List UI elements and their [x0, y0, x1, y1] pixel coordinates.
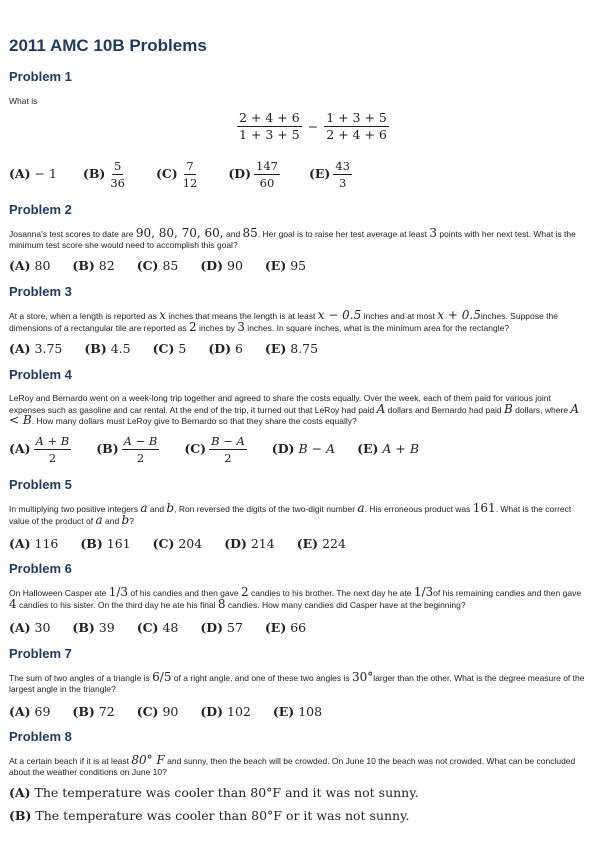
fraction: [333, 160, 352, 189]
p7-choices-4-value: 108: [298, 704, 323, 719]
fraction: [209, 435, 247, 464]
p6-text-d: of his remaining candies and then gave: [433, 588, 582, 598]
expr-fraction-2-num: 1 + 3 + 5: [326, 110, 387, 125]
p2-choices-2-label: (C): [136, 258, 159, 273]
problem-2-heading: Problem 2: [9, 202, 72, 217]
problem-4-choices: [9, 435, 437, 464]
choice-c: [137, 620, 179, 635]
p6-choices-0-value: 30: [34, 620, 51, 635]
p3-choices-1-label: (B): [84, 341, 107, 356]
problem-5-statement: [9, 503, 587, 526]
p6-text-e: candies to his sister. On the third day he ate his final: [16, 599, 218, 610]
p6-choices-3-value: 57: [227, 620, 243, 635]
p7-choices-4-label: (E): [272, 704, 295, 719]
p7-choices-1-label: (B): [72, 704, 95, 719]
p3-text-b: inches that means the length is at least: [166, 311, 318, 321]
choice-num: 7: [186, 159, 194, 173]
p4-choices-1-den: 2: [136, 451, 145, 465]
choice-b: [72, 258, 114, 273]
fraction: [108, 160, 127, 189]
p5-math-b: b: [166, 501, 175, 515]
choice-a: [9, 166, 57, 181]
fraction: [181, 160, 200, 189]
choice-label: (B): [82, 166, 106, 181]
p5-text-b: and: [147, 504, 167, 514]
p3-math-d: 2: [189, 319, 197, 334]
p3-choices-4-value: 8.75: [290, 341, 319, 356]
p6-choices-3-label: (D): [200, 620, 224, 635]
p5-choices-2-label: (C): [152, 536, 175, 551]
p2-math-a: 90, 80, 70, 60,: [135, 226, 224, 240]
p6-text-b: of his candies and then gave: [128, 588, 241, 598]
choice-d: [228, 160, 283, 189]
p2-choices-4-value: 95: [290, 258, 307, 273]
p4-text-d: . How many dollars must LeRoy give to Bernardo so that they share the costs equally?: [31, 416, 357, 426]
choice-a: [9, 536, 58, 551]
p3-text-a: At a store, when a length is reported as: [9, 311, 160, 321]
expr-fraction-2-den: 2 + 4 + 6: [326, 127, 387, 142]
p4-choices-2-num: B − A: [211, 434, 245, 448]
p5-choices-3-label: (D): [224, 536, 247, 551]
p2-choices-2-value: 85: [162, 258, 179, 273]
p8-choices-1-value: The temperature was cooler than 80°F or it was not sunny.: [35, 808, 410, 823]
p4-choices-3-value: B − A: [298, 441, 336, 456]
p8-math-a: 80° F: [131, 753, 165, 767]
p7-choices-3-label: (D): [200, 704, 224, 719]
choice-label: (E): [308, 166, 331, 181]
problem-1-expression: [234, 112, 392, 141]
problem-3-heading: Problem 3: [9, 284, 72, 299]
choice-den: 3: [338, 176, 347, 190]
p2-text-b: and: [223, 229, 243, 239]
p4-choices-2-label: (C): [184, 441, 207, 456]
choice-a: [9, 704, 50, 719]
p3-text-e: inches by: [196, 322, 238, 333]
choice-den: 36: [110, 176, 125, 190]
p6-text-c: candies to his brother. The next day he ate: [248, 588, 414, 598]
choice-e: [309, 160, 355, 189]
choice-label: (C): [155, 166, 178, 181]
p2-choices-3-value: 90: [227, 258, 243, 273]
p4-math-c: A < B: [9, 401, 580, 427]
problem-5-choices: [9, 536, 364, 551]
p4-choices-3-label: (D): [271, 441, 295, 456]
p5-text-d: . His erroneous product was: [364, 504, 473, 514]
choice-e: [265, 258, 306, 273]
p2-choices-4-label: (E): [264, 258, 287, 273]
p3-math-e: 3: [237, 319, 245, 334]
p6-choices-2-label: (C): [136, 620, 159, 635]
choice-den: 60: [259, 176, 275, 190]
p4-choices-0-label: (A): [9, 441, 31, 456]
p3-choices-3-value: 6: [234, 341, 243, 356]
p8-text-a: At a certain beach if it is at least: [9, 756, 132, 766]
p8-choices-0-label: (A): [9, 785, 31, 800]
p5-choices-3-value: 214: [250, 536, 275, 551]
expr-fraction-2: [324, 112, 389, 141]
p6-choices-1-label: (B): [72, 620, 95, 635]
p4-choices-0-num: A + B: [35, 434, 70, 448]
p3-choices-0-label: (A): [9, 341, 31, 356]
p3-choices-1-value: 4.5: [110, 341, 131, 356]
choice-b: [72, 704, 114, 719]
choice-d: [200, 620, 243, 635]
p4-choices-0-den: 2: [48, 451, 57, 465]
p3-math-c: x + 0.5: [437, 308, 481, 322]
p5-text-c: , Ron reversed the digits of the two-digit number: [174, 504, 358, 514]
p5-math-c: a: [357, 501, 365, 515]
p4-text-a: LeRoy and Bernardo went on a week-long trip together and agreed to share the costs equally. Over the week, each of them paid for various joint expenses such as gasoline and car rental. At the end of the trip, it turned out that LeRoy had paid: [9, 393, 551, 415]
choice-b: [72, 620, 114, 635]
choice-value: − 1: [34, 166, 57, 181]
p7-text-a: The sum of two angles of a triangle is: [9, 673, 153, 683]
choice-d: [224, 536, 275, 551]
p5-math-e: a: [95, 512, 103, 527]
p2-choices-1-value: 82: [98, 258, 115, 273]
p7-choices-0-value: 69: [34, 704, 51, 719]
p7-choices-2-value: 90: [162, 704, 179, 719]
problem-6-choices: [9, 620, 324, 635]
p7-choices-3-value: 102: [227, 704, 251, 719]
p2-choices-0-label: (A): [9, 258, 31, 273]
p6-choices-2-value: 48: [162, 620, 179, 635]
p3-choices-2-value: 5: [178, 341, 187, 356]
p3-choices-0-value: 3.75: [34, 341, 63, 356]
p5-choices-0-value: 116: [34, 536, 59, 551]
expr-fraction-1-num: 2 + 4 + 6: [239, 110, 300, 125]
p7-text-b: of a right angle, and one of these two angles is: [171, 673, 352, 683]
p7-math-b: 30°: [351, 670, 374, 684]
p7-choices-0-label: (A): [9, 704, 31, 719]
choice-b: [84, 341, 130, 356]
problem-8-choice-b: [9, 808, 409, 823]
problem-7-statement: [9, 672, 587, 694]
choice-a: [9, 258, 50, 273]
p4-text-c: dollars, where: [512, 404, 571, 415]
p2-math-c: 3: [429, 226, 437, 240]
p3-choices-3-label: (D): [208, 341, 231, 356]
p2-choices-3-label: (D): [200, 258, 224, 273]
choice-e: [273, 704, 322, 719]
problem-3-choices: [9, 341, 336, 356]
p4-choices-1-label: (B): [96, 441, 119, 456]
p8-choices-0-value: The temperature was cooler than 80°F and it was not sunny.: [34, 785, 419, 800]
p4-text-b: dollars and Bernardo had paid: [385, 404, 504, 415]
expr-minus: −: [307, 119, 319, 134]
p5-text-e: . What is the correct value of the product of: [9, 504, 572, 526]
choice-a: [9, 620, 50, 635]
p6-math-e: 8: [217, 596, 226, 611]
choice-d: [200, 258, 243, 273]
p2-text-c: . Her goal is to raise her test average at least: [257, 229, 430, 239]
p5-math-f: b: [121, 512, 130, 527]
choice-e: [265, 620, 306, 635]
p2-choices-1-label: (B): [72, 258, 95, 273]
p2-text-a: Josanna's test scores to date are: [9, 229, 136, 239]
choice-b: [80, 536, 130, 551]
p6-text-f: candies. How many candies did Casper have at the beginning?: [225, 599, 466, 610]
p2-text-d: points with her next test. What is the minimum test score she would need to accomplish this goal?: [9, 229, 576, 250]
problem-8-statement: [9, 755, 587, 777]
p4-choices-1-num: A − B: [123, 434, 158, 448]
p4-math-b: B: [503, 401, 513, 416]
p5-choices-2-value: 204: [178, 536, 203, 551]
p4-choices-4-value: A + B: [382, 441, 420, 456]
choice-den: 12: [182, 176, 198, 190]
p6-choices-0-label: (A): [9, 620, 31, 635]
p2-math-b: 85: [242, 226, 258, 240]
p4-choices-2-den: 2: [224, 451, 232, 465]
problem-1-statement: What is: [9, 96, 38, 106]
choice-d: [200, 704, 251, 719]
p8-text-b: and sunny, then the beach will be crowded. On June 10 the beach was not crowded. What can be concluded about the weather conditions on June 10?: [9, 756, 576, 777]
p4-math-a: A: [376, 401, 386, 416]
p5-choices-4-label: (E): [296, 536, 319, 551]
choice-c: [137, 258, 179, 273]
choice-label: (D): [228, 166, 252, 181]
choice-num: 5: [113, 159, 122, 173]
p3-text-d: inches. Suppose the dimensions of a rectangular tile are reported as: [9, 311, 558, 333]
choice-b: [96, 435, 162, 464]
choice-d: [272, 441, 335, 456]
p7-choices-1-value: 72: [98, 704, 115, 719]
p3-text-c: inches and at most: [361, 311, 438, 321]
p5-text-f: and: [102, 515, 122, 526]
choice-num: 43: [335, 159, 350, 173]
p7-text-c: larger than the other. What is the degree measure of the largest angle in the triangle?: [9, 673, 585, 694]
problem-8-heading: Problem 8: [9, 729, 72, 744]
choice-b: [83, 160, 130, 189]
p6-math-b: 2: [240, 585, 249, 599]
problem-8-choice-a: [9, 785, 419, 800]
p3-math-b: x − 0.5: [317, 308, 362, 322]
choice-c: [156, 160, 202, 189]
p4-choices-4-label: (E): [357, 441, 379, 456]
p3-choices-4-label: (E): [264, 341, 287, 356]
choice-c: [153, 536, 203, 551]
p7-choices-2-label: (C): [136, 704, 159, 719]
p5-math-d: 161: [472, 501, 496, 515]
choice-a: [9, 435, 74, 464]
problem-4-heading: Problem 4: [9, 367, 72, 382]
problem-3-statement: [9, 310, 587, 333]
p3-math-a: x: [159, 308, 167, 322]
choice-c: [184, 435, 249, 464]
p7-math-a: 6/5: [152, 670, 172, 684]
choice-c: [153, 341, 187, 356]
choice-num: 147: [256, 159, 278, 173]
p6-math-c: 1/3: [413, 585, 434, 599]
choice-label: (A): [9, 166, 31, 181]
p6-choices-1-value: 39: [98, 620, 115, 635]
choice-a: [9, 341, 62, 356]
p5-choices-4-value: 224: [322, 536, 346, 551]
problem-7-heading: Problem 7: [9, 646, 72, 661]
problem-5-heading: Problem 5: [9, 477, 72, 492]
p5-choices-1-value: 161: [106, 536, 131, 551]
fraction: [122, 435, 160, 464]
p6-choices-4-label: (E): [264, 620, 287, 635]
p6-math-d: 4: [9, 596, 17, 611]
problem-7-choices: [9, 704, 340, 719]
problem-6-statement: [9, 587, 587, 610]
problem-6-heading: Problem 6: [9, 561, 72, 576]
p5-choices-0-label: (A): [9, 536, 31, 551]
problem-4-statement: [9, 393, 587, 427]
p2-choices-0-value: 80: [34, 258, 51, 273]
choice-e: [297, 536, 346, 551]
choice-c: [137, 704, 179, 719]
p3-text-f: inches. In square inches, what is the minimum area for the rectangle?: [244, 322, 510, 333]
expr-fraction-1-den: 1 + 3 + 5: [239, 127, 300, 142]
choice-d: [208, 341, 243, 356]
problem-1-heading: Problem 1: [9, 69, 72, 84]
fraction: [254, 160, 280, 189]
p5-choices-1-label: (B): [80, 536, 103, 551]
page-title: 2011 AMC 10B Problems: [9, 36, 207, 55]
expr-fraction-1: [237, 112, 302, 141]
p6-choices-4-value: 66: [290, 620, 307, 635]
problem-2-choices: [9, 258, 324, 273]
p6-math-a: 1/3: [108, 585, 129, 599]
fraction: [34, 435, 72, 464]
p5-math-a: a: [140, 501, 148, 515]
problem-1-choices: [9, 160, 373, 189]
p5-text-a: In multiplying two positive integers: [9, 504, 141, 514]
choice-e: [357, 441, 419, 456]
p6-text-a: On Halloween Casper ate: [9, 588, 109, 598]
choice-e: [265, 341, 318, 356]
p5-text-g: ?: [129, 515, 134, 526]
problem-2-statement: [9, 228, 587, 250]
p8-choices-1-label: (B): [9, 808, 32, 823]
p3-choices-2-label: (C): [152, 341, 175, 356]
